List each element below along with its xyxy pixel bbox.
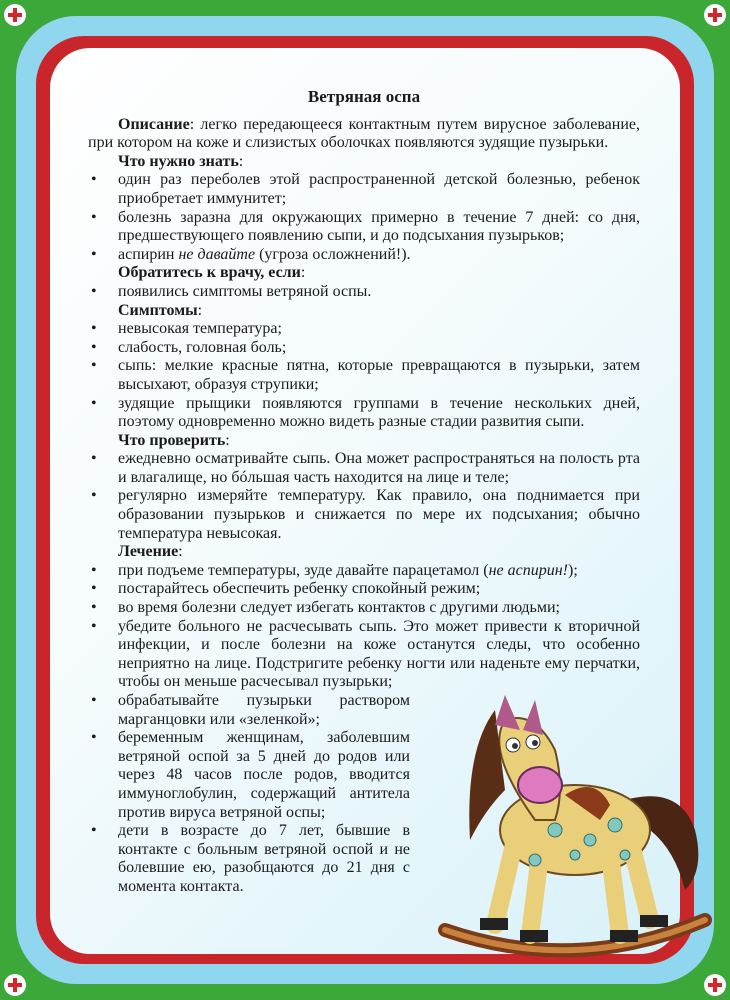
heading-colon: : — [225, 431, 230, 449]
list-item: • слабость, головная боль; — [88, 339, 640, 358]
red-cross-icon — [704, 974, 726, 996]
section-heading — [88, 302, 640, 321]
rocking-horse-illustration — [425, 690, 715, 960]
section-heading — [88, 153, 640, 172]
item-text: при подъеме температуры, зуде давайте парацетамол ( — [118, 561, 489, 579]
list-item: • во время болезни следует избегать контактов с другими людьми; — [88, 599, 640, 618]
heading-colon: : — [238, 152, 244, 170]
list-item: • убедите больного не расчесывать сыпь. Это может привести к вторичной инфекции, и после болезни на коже останутся следы, что особенно неприятно на лице. Подстригите ребенку ногти или наденьте ему перчатки, чтобы он меньше расчесывал пузырьки; — [88, 618, 640, 692]
bullet-list — [88, 450, 640, 543]
bullet-list — [88, 320, 640, 432]
heading-colon: : — [178, 543, 183, 561]
red-cross-icon — [4, 4, 26, 26]
section-heading — [88, 432, 640, 451]
heading-colon: : — [300, 264, 306, 282]
section-heading — [88, 264, 640, 283]
list-item: • болезнь заразна для окружающих примерно в течение 7 дней: со дня, предшествующего появлению сыпи, и до подсыхания пузырьков; — [88, 209, 640, 246]
list-item: • появились симптомы ветряной оспы. — [88, 283, 640, 302]
bullet-list — [88, 171, 640, 264]
list-item: • беременным женщинам, заболевшим ветряной оспой за 5 дней до родов или через 48 часов после родов, вводится иммуноглобулин, содержащий антитела против вируса ветряной оспы; — [88, 729, 410, 822]
section-heading-text: Лечение — [118, 543, 179, 561]
description-label: Описание — [118, 115, 190, 133]
section-heading — [88, 543, 640, 562]
page-title: Ветряная оспа — [307, 87, 421, 106]
heading-colon: : — [197, 301, 203, 319]
list-item — [88, 562, 640, 581]
item-text: (угроза осложнений!). — [255, 245, 411, 263]
list-item: • регулярно измеряйте температуру. Как правило, она поднимается при образовании пузырьков и снижается по мере их подсыхания; обычно температура невысокая. — [88, 487, 640, 543]
list-item: • дети в возрасте до 7 лет, бывшие в контакте с больным ветряной оспой и не болевшие ею, разобщаются до 21 дня с момента контакта. — [88, 822, 410, 896]
list-item: • постарайтесь обеспечить ребенку спокойный режим; — [88, 580, 640, 599]
red-cross-icon — [4, 974, 26, 996]
emphasis-text: не аспирин! — [488, 561, 568, 579]
description — [88, 116, 640, 153]
list-item: • сыпь: мелкие красные пятна, которые превращаются в пузырьки, затем высыхают, образуя струпики; — [88, 357, 640, 394]
list-item: • один раз переболев этой распространенной детской болезнью, ребенок приобретает иммунитет; — [88, 171, 640, 208]
section-heading-text: Обратитесь к врачу, если — [118, 264, 301, 282]
emphasis-text: не давайте — [178, 245, 256, 263]
list-item: • ежедневно осматривайте сыпь. Она может распространяться на полость рта и влагалище, но бóльшая часть находится на лице и теле; — [88, 450, 640, 487]
section-heading-text: Что нужно знать — [118, 152, 239, 170]
description-text: : легко передающееся контактным путем вирусное заболевание, при котором на коже и слизистых оболочках появляются зудящие пузырьки. — [88, 115, 640, 152]
list-item: • обрабатывайте пузырьки раствором марганцовки или «зеленкой»; — [88, 692, 410, 729]
item-text: ); — [567, 561, 578, 579]
list-item: • зудящие прыщики появляются группами в течение нескольких дней, поэтому одновременно можно видеть разные стадии развития сыпи. — [88, 395, 640, 432]
bullet-list — [88, 283, 640, 302]
section-heading-text: Что проверить — [118, 431, 226, 449]
list-item: • невысокая температура; — [88, 320, 640, 339]
item-text: аспирин — [118, 245, 179, 263]
red-cross-icon — [704, 4, 726, 26]
section-heading-text: Симптомы — [118, 301, 198, 319]
list-item — [88, 246, 640, 265]
